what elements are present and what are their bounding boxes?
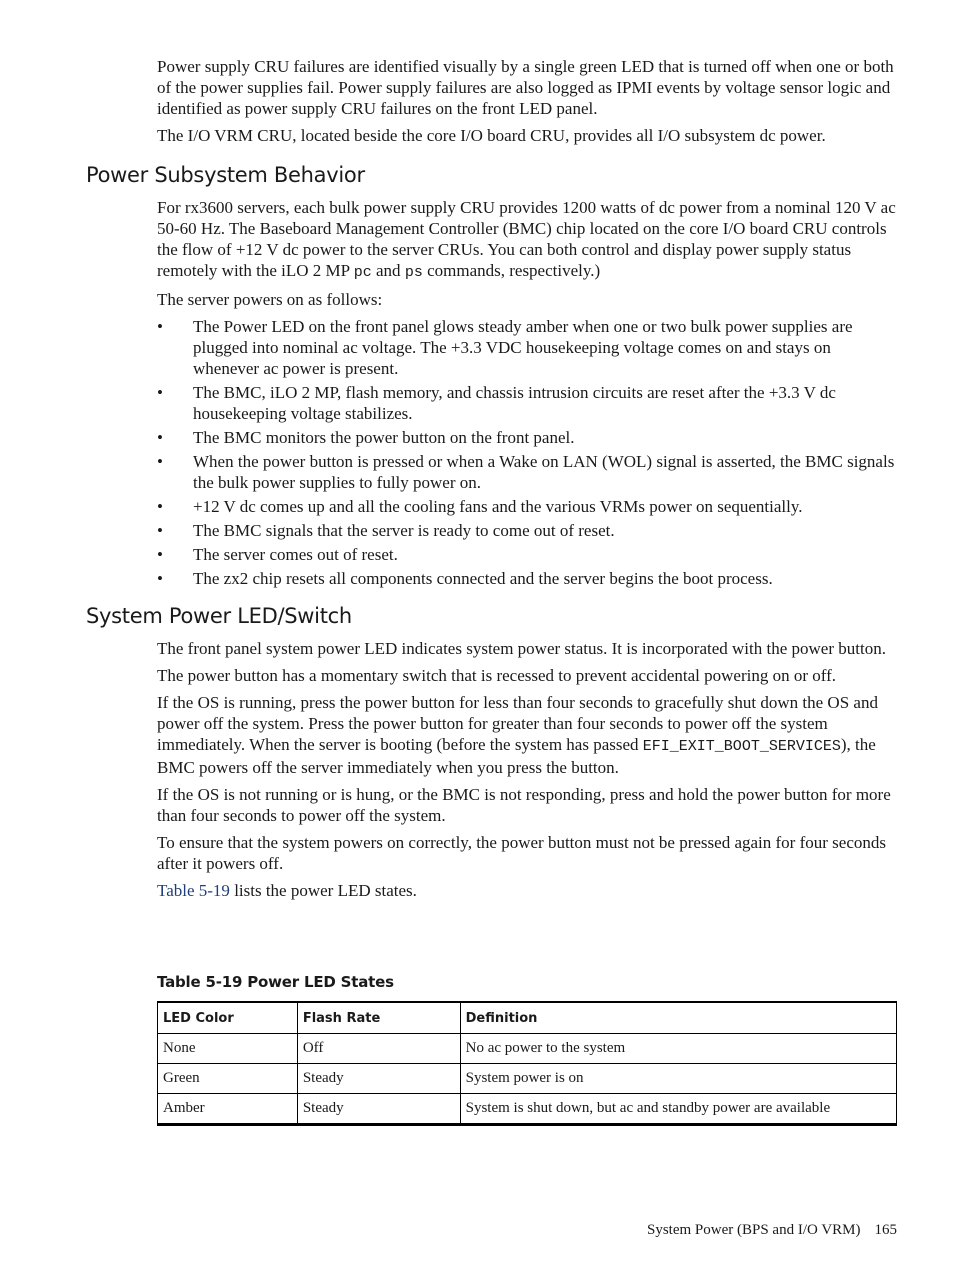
intro-paragraph-1: Power supply CRU failures are identified visually by a single green LED that is turned off when one or both of the power supplies fail. Power supply failures are also logged as IPMI events by voltage sensor logic and identified as power supply CRU failures on the front LED panel. <box>157 57 894 118</box>
table-row <box>158 1094 897 1125</box>
pc-command-code: pc <box>353 264 372 281</box>
section1-paragraph-2: The server powers on as follows: <box>157 290 383 309</box>
header-led-color: LED Color <box>158 1002 298 1034</box>
section2-paragraph-5: To ensure that the system powers on correctly, the power button must not be pressed again for four seconds after it powers off. <box>157 833 886 873</box>
section2-paragraph-1: The front panel system power LED indicates system power status. It is incorporated with the power button. <box>157 639 886 658</box>
power-on-sequence-list <box>157 316 899 589</box>
list-item-text: The BMC monitors the power button on the front panel. <box>193 428 575 447</box>
table-cell: System is shut down, but ac and standby power are available <box>460 1094 896 1125</box>
list-item <box>157 496 899 517</box>
section-heading-power-subsystem: Power Subsystem Behavior <box>86 163 365 187</box>
page-footer <box>647 1222 897 1239</box>
footer-title: System Power (BPS and I/O VRM) <box>647 1222 861 1238</box>
header-definition: Definition <box>460 1002 896 1034</box>
section2-paragraph-6 <box>157 880 899 901</box>
section1-p1-text-a: For rx3600 servers, each bulk power supply CRU provides 1200 watts of dc power from a nominal 120 V ac 50-60 Hz. The Baseboard Management Controller (BMC) chip located on the core I/O board CRU controls the flow of +12 V dc power to the server CRUs. You can both control and display power supply status remotely with the iLO 2 MP <box>157 198 896 280</box>
section2-p3-text-b: ), the BMC powers off the server immediately when you press the button. <box>157 735 876 777</box>
section1-paragraph-1 <box>157 197 899 283</box>
list-item <box>157 382 899 424</box>
table-cell: Green <box>158 1064 298 1094</box>
list-item <box>157 544 899 565</box>
section1-p1-text-b: and <box>371 261 405 280</box>
bullet-icon: • <box>157 497 163 516</box>
bullet-icon: • <box>157 428 163 447</box>
header-flash-rate: Flash Rate <box>297 1002 460 1034</box>
table-cell: System power is on <box>460 1064 896 1094</box>
table-cell: Steady <box>297 1094 460 1125</box>
table-5-19-link[interactable]: Table 5-19 <box>157 881 230 900</box>
efi-exit-boot-services-code: EFI_EXIT_BOOT_SERVICES <box>642 738 841 755</box>
list-item-text: The BMC, iLO 2 MP, flash memory, and chassis intrusion circuits are reset after the +3.3 V dc housekeeping voltage stabilizes. <box>193 383 836 423</box>
list-item <box>157 316 899 379</box>
section2-p3-text-a: If the OS is running, press the power button for less than four seconds to gracefully shut down the OS and power off the system. Press the power button for greater than four seconds to power off the system immediately. When the server is booting (before the system has passed <box>157 693 878 754</box>
section-heading-system-power-led: System Power LED/Switch <box>86 604 352 628</box>
list-item <box>157 520 899 541</box>
list-item-text: When the power button is pressed or when a Wake on LAN (WOL) signal is asserted, the BMC signals the bulk power supplies to fully power on. <box>193 452 895 492</box>
list-item-text: +12 V dc comes up and all the cooling fans and the various VRMs power on sequentially. <box>193 497 803 516</box>
power-led-states-table <box>157 1001 897 1126</box>
table-cell: Amber <box>158 1094 298 1125</box>
bullet-icon: • <box>157 545 163 564</box>
intro-block <box>157 56 899 146</box>
bullet-icon: • <box>157 317 163 336</box>
section2-paragraph-3 <box>157 692 899 778</box>
bullet-icon: • <box>157 452 163 471</box>
list-item-text: The BMC signals that the server is ready to come out of reset. <box>193 521 615 540</box>
bullet-icon: • <box>157 521 163 540</box>
section2-p6-text: lists the power LED states. <box>229 881 417 900</box>
list-item-text: The zx2 chip resets all components connected and the server begins the boot process. <box>193 569 773 588</box>
table-cell: Off <box>297 1034 460 1064</box>
list-item-text: The server comes out of reset. <box>193 545 398 564</box>
table-cell: No ac power to the system <box>460 1034 896 1064</box>
table-caption: Table 5-19 Power LED States <box>157 973 394 991</box>
section2-body <box>157 638 899 901</box>
section2-paragraph-2: The power button has a momentary switch that is recessed to prevent accidental powering on or off. <box>157 666 837 685</box>
table-header-row <box>158 1002 897 1034</box>
bullet-icon: • <box>157 383 163 402</box>
section1-body <box>157 197 899 589</box>
ps-command-code: ps <box>404 264 423 281</box>
table-cell: None <box>158 1034 298 1064</box>
table-row <box>158 1034 897 1064</box>
section2-paragraph-4: If the OS is not running or is hung, or the BMC is not responding, press and hold the power button for more than four seconds to power off the system. <box>157 785 891 825</box>
bullet-icon: • <box>157 569 163 588</box>
intro-paragraph-2: The I/O VRM CRU, located beside the core I/O board CRU, provides all I/O subsystem dc power. <box>157 126 826 145</box>
list-item <box>157 427 899 448</box>
table-row <box>158 1064 897 1094</box>
list-item <box>157 568 899 589</box>
page-number: 165 <box>874 1222 897 1238</box>
table-cell: Steady <box>297 1064 460 1094</box>
list-item <box>157 451 899 493</box>
list-item-text: The Power LED on the front panel glows steady amber when one or two bulk power supplies are plugged into nominal ac voltage. The +3.3 VDC housekeeping voltage comes on and stays on whenever ac power is present. <box>193 317 853 378</box>
section1-p1-text-c: commands, respectively.) <box>422 261 601 280</box>
